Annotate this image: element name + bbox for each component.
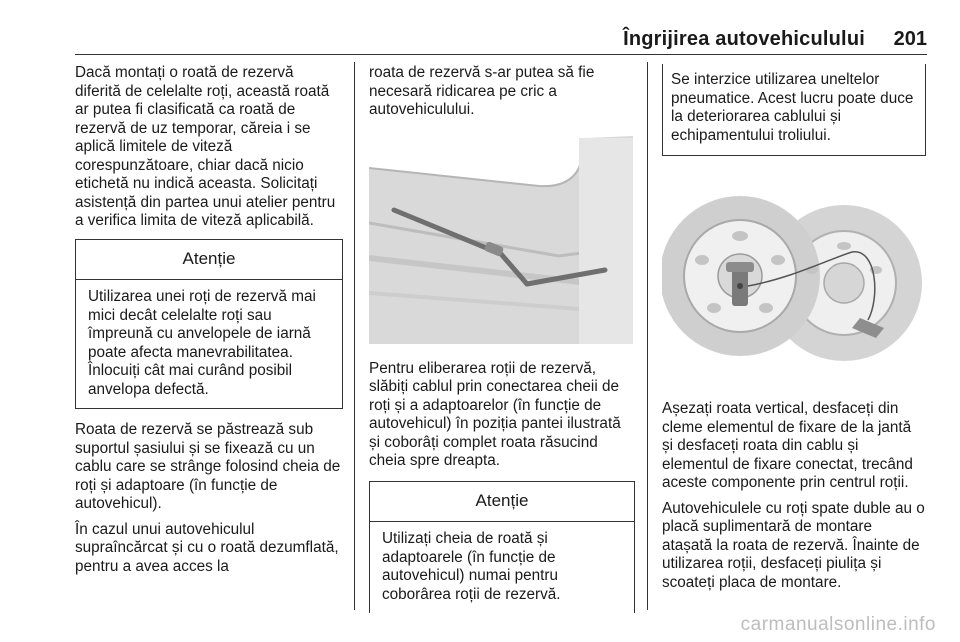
page-number: 201 <box>893 28 927 50</box>
paragraph: În cazul unui autovehiculul supraîncărcat și cu o roată dezumflată, pentru a avea acces la <box>75 520 339 575</box>
warning-box <box>369 481 635 614</box>
watermark: carmanualsonline.info <box>740 614 936 635</box>
column-divider-1 <box>354 62 355 610</box>
paragraph: Autovehiculele cu roți spate duble au o placă suplimentară de montare atașată la roata de rezervă. Înainte de utilizarea roții, desfaceți piulița și scoateți placa de montare. <box>662 499 925 591</box>
paragraph: Așezați roata vertical, desfaceți din cleme elementul de fixare de la jantă și desfaceți roata din cablu și elementul de fixare conectat, trecând aceste componente prin centrul roții. <box>662 400 913 491</box>
notice-text: Se interzice utilizarea uneltelor pneumatice. Acest lucru poate duce la deteriorarea cablului și echipamentului troliului. <box>671 71 914 144</box>
notice-box <box>662 64 926 156</box>
section-title: Îngrijirea autovehiculului <box>623 28 865 50</box>
spare-wheel-wrench-illustration <box>369 128 633 344</box>
warning-title: Atenție <box>370 482 634 523</box>
page-header <box>75 24 927 54</box>
column-3 <box>662 64 926 599</box>
column-divider-2 <box>647 62 648 610</box>
header-rule <box>75 54 927 55</box>
column-2 <box>369 64 635 613</box>
paragraph: Roata de rezervă se păstrează sub suportul șasiului și se fixează cu un cablu care se strânge folosind cheia de roți și adaptoare (în funcție de autovehicul). <box>75 421 341 512</box>
spare-wheel-cable-illustration <box>662 168 926 382</box>
warning-box <box>75 239 343 410</box>
column-1 <box>75 64 343 583</box>
paragraph: Dacă montați o roată de rezervă diferită de celelalte roți, această roată ar putea fi clasificată ca roată de rezervă de uz temporar, căreia i se aplică limitele de viteză corespunzătoare, chiar dacă nicio etichetă nu indică aceasta. Solicitați asistență din partea unui atelier pentru a verifica limita de viteză aplicabilă. <box>75 64 336 229</box>
paragraph: Pentru eliberarea roții de rezervă, slăbiți cablul prin conectarea cheii de roți și a adaptoarelor (în funcție de autovehicul) în poziția pantei ilustrată și coborâți complet roata răsucind cheia spre dreapta. <box>369 359 621 469</box>
warning-title: Atenție <box>76 240 342 281</box>
warning-text: Utilizați cheia de roată și adaptoarele (în funcție de autovehicul) numai pentru coborârea roții de rezervă. <box>382 530 561 603</box>
warning-text: Utilizarea unei roți de rezervă mai mici decât celelalte roți sau împreună cu anvelopele de iarnă poate afecta manevrabilitatea. Înlocuiți cât mai curând posibil anvelopa defectă. <box>88 288 316 398</box>
paragraph: roata de rezervă s-ar putea să fie necesară ridicarea pe cric a autovehiculului. <box>369 64 595 118</box>
